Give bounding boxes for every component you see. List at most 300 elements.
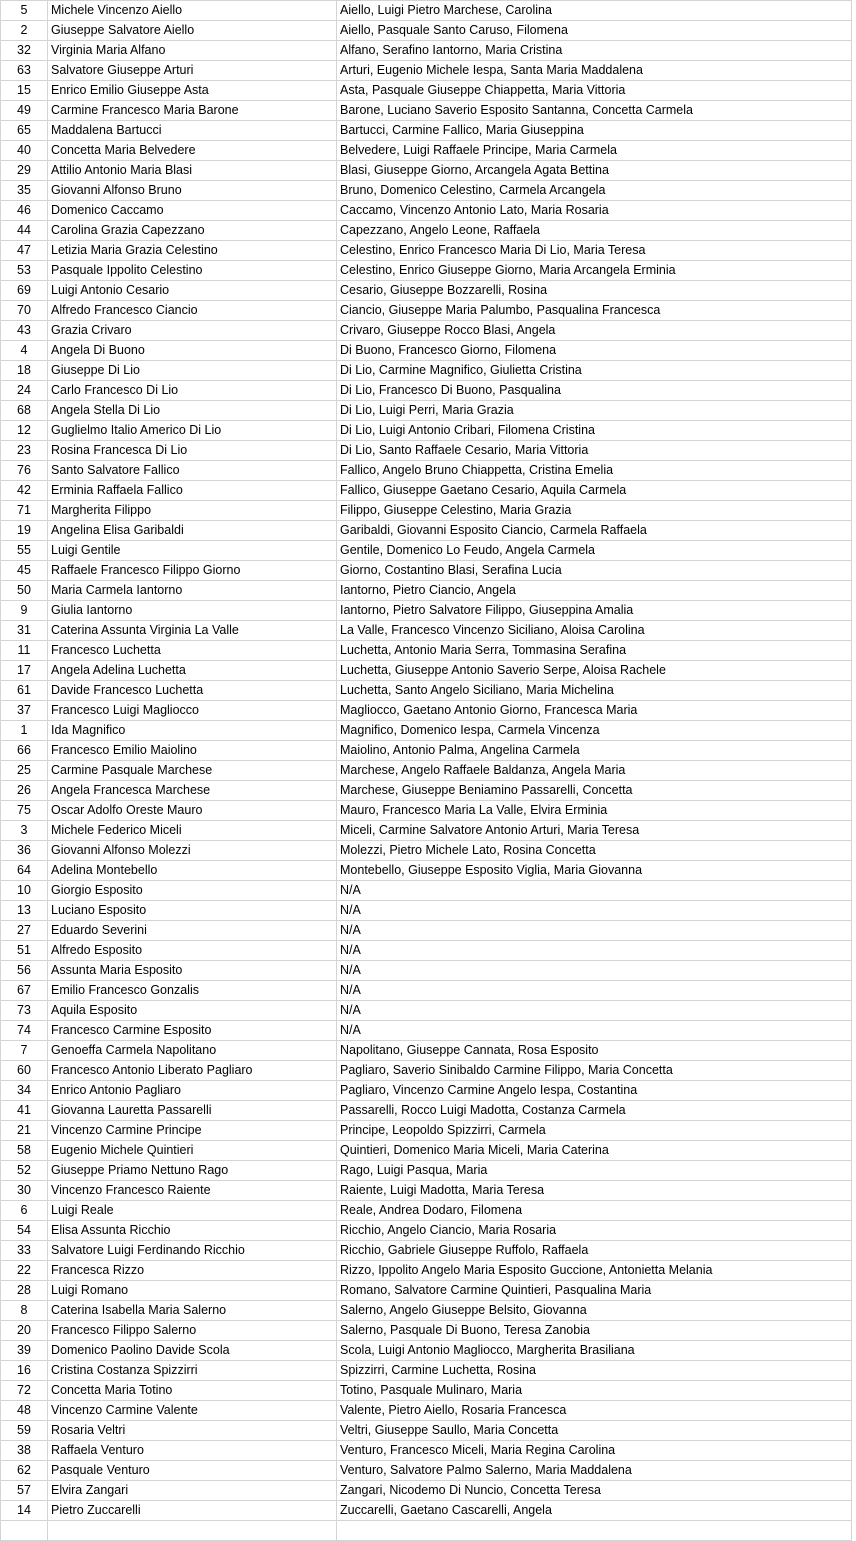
person-name-cell[interactable]: Grazia Crivaro bbox=[48, 321, 337, 341]
parents-cell[interactable]: Celestino, Enrico Giuseppe Giorno, Maria Arcangela Erminia bbox=[337, 261, 852, 281]
row-number-cell[interactable]: 59 bbox=[1, 1421, 48, 1441]
parents-cell[interactable]: Maiolino, Antonio Palma, Angelina Carmela bbox=[337, 741, 852, 761]
row-number-cell[interactable]: 11 bbox=[1, 641, 48, 661]
row-number-cell[interactable]: 58 bbox=[1, 1141, 48, 1161]
table-row bbox=[1, 1301, 852, 1321]
parents-cell[interactable]: Rizzo, Ippolito Angelo Maria Esposito Guccione, Antonietta Melania bbox=[337, 1261, 852, 1281]
row-number-cell[interactable]: 9 bbox=[1, 601, 48, 621]
table-row bbox=[1, 361, 852, 381]
person-name-cell[interactable]: Francesco Carmine Esposito bbox=[48, 1021, 337, 1041]
table-row bbox=[1, 141, 852, 161]
row-number-cell[interactable]: 25 bbox=[1, 761, 48, 781]
table-row bbox=[1, 1341, 852, 1361]
parents-cell[interactable]: Quintieri, Domenico Maria Miceli, Maria Caterina bbox=[337, 1141, 852, 1161]
row-number-cell[interactable]: 1 bbox=[1, 721, 48, 741]
person-name-cell[interactable]: Francesco Luchetta bbox=[48, 641, 337, 661]
person-name-cell[interactable] bbox=[48, 1521, 337, 1541]
table-row bbox=[1, 701, 852, 721]
table-row bbox=[1, 901, 852, 921]
person-name-cell[interactable]: Raffaele Francesco Filippo Giorno bbox=[48, 561, 337, 581]
parents-cell[interactable]: Venturo, Francesco Miceli, Maria Regina Carolina bbox=[337, 1441, 852, 1461]
parents-cell[interactable]: Belvedere, Luigi Raffaele Principe, Maria Carmela bbox=[337, 141, 852, 161]
parents-cell[interactable]: Montebello, Giuseppe Esposito Viglia, Maria Giovanna bbox=[337, 861, 852, 881]
row-number-cell[interactable]: 26 bbox=[1, 781, 48, 801]
table-row bbox=[1, 1181, 852, 1201]
row-number-cell[interactable]: 33 bbox=[1, 1241, 48, 1261]
row-number-cell[interactable]: 62 bbox=[1, 1461, 48, 1481]
row-number-cell[interactable]: 63 bbox=[1, 61, 48, 81]
parents-cell[interactable]: Luchetta, Santo Angelo Siciliano, Maria Michelina bbox=[337, 681, 852, 701]
person-name-cell[interactable]: Vincenzo Carmine Principe bbox=[48, 1121, 337, 1141]
table-row bbox=[1, 601, 852, 621]
person-name-cell[interactable]: Pasquale Venturo bbox=[48, 1461, 337, 1481]
person-name-cell[interactable]: Carlo Francesco Di Lio bbox=[48, 381, 337, 401]
parents-cell[interactable]: Di Lio, Santo Raffaele Cesario, Maria Vittoria bbox=[337, 441, 852, 461]
person-name-cell[interactable]: Francesco Luigi Magliocco bbox=[48, 701, 337, 721]
person-name-cell[interactable]: Maria Carmela Iantorno bbox=[48, 581, 337, 601]
row-number-cell[interactable]: 51 bbox=[1, 941, 48, 961]
person-name-cell[interactable]: Giovanni Alfonso Bruno bbox=[48, 181, 337, 201]
parents-cell[interactable]: Veltri, Giuseppe Saullo, Maria Concetta bbox=[337, 1421, 852, 1441]
row-number-cell[interactable]: 46 bbox=[1, 201, 48, 221]
table-row bbox=[1, 1281, 852, 1301]
row-number-cell[interactable]: 19 bbox=[1, 521, 48, 541]
person-name-cell[interactable]: Francesco Filippo Salerno bbox=[48, 1321, 337, 1341]
person-name-cell[interactable]: Francesco Antonio Liberato Pagliaro bbox=[48, 1061, 337, 1081]
parents-cell[interactable]: Ricchio, Gabriele Giuseppe Ruffolo, Raffaela bbox=[337, 1241, 852, 1261]
row-number-cell[interactable]: 8 bbox=[1, 1301, 48, 1321]
table-row bbox=[1, 401, 852, 421]
parents-cell[interactable]: Magliocco, Gaetano Antonio Giorno, Francesca Maria bbox=[337, 701, 852, 721]
row-number-cell[interactable]: 40 bbox=[1, 141, 48, 161]
parents-cell[interactable]: Garibaldi, Giovanni Esposito Ciancio, Carmela Raffaela bbox=[337, 521, 852, 541]
table-row bbox=[1, 921, 852, 941]
parents-cell[interactable]: Gentile, Domenico Lo Feudo, Angela Carmela bbox=[337, 541, 852, 561]
person-name-cell[interactable]: Angela Di Buono bbox=[48, 341, 337, 361]
row-number-cell[interactable]: 39 bbox=[1, 1341, 48, 1361]
person-name-cell[interactable]: Emilio Francesco Gonzalis bbox=[48, 981, 337, 1001]
row-number-cell[interactable]: 32 bbox=[1, 41, 48, 61]
person-name-cell[interactable]: Domenico Caccamo bbox=[48, 201, 337, 221]
parents-cell[interactable]: Totino, Pasquale Mulinaro, Maria bbox=[337, 1381, 852, 1401]
table-row bbox=[1, 621, 852, 641]
parents-cell[interactable]: Fallico, Giuseppe Gaetano Cesario, Aquila Carmela bbox=[337, 481, 852, 501]
parents-cell[interactable]: Pagliaro, Saverio Sinibaldo Carmine Filippo, Maria Concetta bbox=[337, 1061, 852, 1081]
parents-cell[interactable]: Miceli, Carmine Salvatore Antonio Arturi, Maria Teresa bbox=[337, 821, 852, 841]
table-row bbox=[1, 161, 852, 181]
person-name-cell[interactable]: Margherita Filippo bbox=[48, 501, 337, 521]
parents-cell[interactable]: La Valle, Francesco Vincenzo Siciliano, Aloisa Carolina bbox=[337, 621, 852, 641]
row-number-cell[interactable]: 69 bbox=[1, 281, 48, 301]
parents-cell[interactable]: Mauro, Francesco Maria La Valle, Elvira Erminia bbox=[337, 801, 852, 821]
table-row bbox=[1, 1161, 852, 1181]
parents-cell[interactable]: Marchese, Angelo Raffaele Baldanza, Angela Maria bbox=[337, 761, 852, 781]
parents-cell[interactable]: Iantorno, Pietro Salvatore Filippo, Giuseppina Amalia bbox=[337, 601, 852, 621]
row-number-cell[interactable]: 21 bbox=[1, 1121, 48, 1141]
person-name-cell[interactable]: Francesco Emilio Maiolino bbox=[48, 741, 337, 761]
table-row bbox=[1, 1261, 852, 1281]
parents-cell[interactable]: Bruno, Domenico Celestino, Carmela Arcangela bbox=[337, 181, 852, 201]
person-name-cell[interactable]: Salvatore Giuseppe Arturi bbox=[48, 61, 337, 81]
parents-cell[interactable]: Fallico, Angelo Bruno Chiappetta, Cristina Emelia bbox=[337, 461, 852, 481]
table-row bbox=[1, 841, 852, 861]
parents-cell[interactable]: N/A bbox=[337, 981, 852, 1001]
table-row bbox=[1, 81, 852, 101]
table-row bbox=[1, 61, 852, 81]
parents-cell[interactable]: Di Lio, Luigi Perri, Maria Grazia bbox=[337, 401, 852, 421]
parents-cell[interactable]: N/A bbox=[337, 1021, 852, 1041]
row-number-cell[interactable]: 10 bbox=[1, 881, 48, 901]
person-name-cell[interactable]: Giuseppe Salvatore Aiello bbox=[48, 21, 337, 41]
row-number-cell[interactable]: 29 bbox=[1, 161, 48, 181]
table-row bbox=[1, 1321, 852, 1341]
person-name-cell[interactable]: Maddalena Bartucci bbox=[48, 121, 337, 141]
person-name-cell[interactable]: Rosaria Veltri bbox=[48, 1421, 337, 1441]
table-row bbox=[1, 21, 852, 41]
person-name-cell[interactable]: Michele Vincenzo Aiello bbox=[48, 1, 337, 21]
parents-cell[interactable]: Blasi, Giuseppe Giorno, Arcangela Agata Bettina bbox=[337, 161, 852, 181]
person-name-cell[interactable]: Giulia Iantorno bbox=[48, 601, 337, 621]
person-name-cell[interactable]: Luigi Reale bbox=[48, 1201, 337, 1221]
person-name-cell[interactable]: Angela Adelina Luchetta bbox=[48, 661, 337, 681]
parents-cell[interactable]: Celestino, Enrico Francesco Maria Di Lio, Maria Teresa bbox=[337, 241, 852, 261]
person-name-cell[interactable]: Aquila Esposito bbox=[48, 1001, 337, 1021]
table-row bbox=[1, 501, 852, 521]
parents-cell[interactable]: Barone, Luciano Saverio Esposito Santanna, Concetta Carmela bbox=[337, 101, 852, 121]
person-name-cell[interactable]: Attilio Antonio Maria Blasi bbox=[48, 161, 337, 181]
parents-cell[interactable]: Luchetta, Giuseppe Antonio Saverio Serpe, Aloisa Rachele bbox=[337, 661, 852, 681]
person-name-cell[interactable]: Luciano Esposito bbox=[48, 901, 337, 921]
row-number-cell[interactable]: 68 bbox=[1, 401, 48, 421]
person-name-cell[interactable]: Ida Magnifico bbox=[48, 721, 337, 741]
parents-cell[interactable]: Di Lio, Carmine Magnifico, Giulietta Cristina bbox=[337, 361, 852, 381]
row-number-cell[interactable]: 36 bbox=[1, 841, 48, 861]
person-name-cell[interactable]: Guglielmo Italio Americo Di Lio bbox=[48, 421, 337, 441]
table-row bbox=[1, 281, 852, 301]
row-number-cell[interactable]: 13 bbox=[1, 901, 48, 921]
parents-cell[interactable]: N/A bbox=[337, 881, 852, 901]
parents-cell[interactable]: Romano, Salvatore Carmine Quintieri, Pasqualina Maria bbox=[337, 1281, 852, 1301]
parents-cell[interactable]: Spizzirri, Carmine Luchetta, Rosina bbox=[337, 1361, 852, 1381]
person-name-cell[interactable]: Enrico Antonio Pagliaro bbox=[48, 1081, 337, 1101]
table-row bbox=[1, 1001, 852, 1021]
parents-cell[interactable]: Marchese, Giuseppe Beniamino Passarelli, Concetta bbox=[337, 781, 852, 801]
parents-cell[interactable]: Di Lio, Francesco Di Buono, Pasqualina bbox=[337, 381, 852, 401]
row-number-cell[interactable]: 6 bbox=[1, 1201, 48, 1221]
table-row bbox=[1, 301, 852, 321]
person-name-cell[interactable]: Angela Stella Di Lio bbox=[48, 401, 337, 421]
person-name-cell[interactable]: Alfredo Francesco Ciancio bbox=[48, 301, 337, 321]
table-row bbox=[1, 481, 852, 501]
table-row bbox=[1, 1521, 852, 1541]
row-number-cell[interactable]: 52 bbox=[1, 1161, 48, 1181]
row-number-cell[interactable]: 72 bbox=[1, 1381, 48, 1401]
person-name-cell[interactable]: Elisa Assunta Ricchio bbox=[48, 1221, 337, 1241]
parents-cell[interactable]: Venturo, Salvatore Palmo Salerno, Maria Maddalena bbox=[337, 1461, 852, 1481]
table-row bbox=[1, 641, 852, 661]
row-number-cell[interactable]: 41 bbox=[1, 1101, 48, 1121]
table-row bbox=[1, 241, 852, 261]
parents-cell[interactable]: Cesario, Giuseppe Bozzarelli, Rosina bbox=[337, 281, 852, 301]
parents-cell[interactable]: Iantorno, Pietro Ciancio, Angela bbox=[337, 581, 852, 601]
table-row bbox=[1, 761, 852, 781]
table-row bbox=[1, 1041, 852, 1061]
row-number-cell[interactable]: 30 bbox=[1, 1181, 48, 1201]
parents-cell[interactable]: Scola, Luigi Antonio Magliocco, Margherita Brasiliana bbox=[337, 1341, 852, 1361]
table-row bbox=[1, 1121, 852, 1141]
row-number-cell[interactable]: 73 bbox=[1, 1001, 48, 1021]
person-name-cell[interactable]: Adelina Montebello bbox=[48, 861, 337, 881]
parents-cell[interactable]: N/A bbox=[337, 901, 852, 921]
parents-cell[interactable]: Valente, Pietro Aiello, Rosaria Francesca bbox=[337, 1401, 852, 1421]
row-number-cell[interactable]: 2 bbox=[1, 21, 48, 41]
row-number-cell[interactable]: 42 bbox=[1, 481, 48, 501]
row-number-cell[interactable]: 28 bbox=[1, 1281, 48, 1301]
parents-cell[interactable]: N/A bbox=[337, 921, 852, 941]
row-number-cell[interactable]: 70 bbox=[1, 301, 48, 321]
person-name-cell[interactable]: Caterina Assunta Virginia La Valle bbox=[48, 621, 337, 641]
person-name-cell[interactable]: Eugenio Michele Quintieri bbox=[48, 1141, 337, 1161]
row-number-cell[interactable]: 71 bbox=[1, 501, 48, 521]
table-row bbox=[1, 681, 852, 701]
parents-cell[interactable]: Capezzano, Angelo Leone, Raffaela bbox=[337, 221, 852, 241]
table-row bbox=[1, 541, 852, 561]
person-name-cell[interactable]: Carmine Pasquale Marchese bbox=[48, 761, 337, 781]
parents-cell[interactable]: Magnifico, Domenico Iespa, Carmela Vincenza bbox=[337, 721, 852, 741]
person-name-cell[interactable]: Eduardo Severini bbox=[48, 921, 337, 941]
person-name-cell[interactable]: Rosina Francesca Di Lio bbox=[48, 441, 337, 461]
table-row bbox=[1, 261, 852, 281]
table-row bbox=[1, 1401, 852, 1421]
table-row bbox=[1, 381, 852, 401]
table-row bbox=[1, 1141, 852, 1161]
parents-cell[interactable]: Crivaro, Giuseppe Rocco Blasi, Angela bbox=[337, 321, 852, 341]
person-name-cell[interactable]: Concetta Maria Belvedere bbox=[48, 141, 337, 161]
row-number-cell[interactable]: 4 bbox=[1, 341, 48, 361]
person-name-cell[interactable]: Cristina Costanza Spizzirri bbox=[48, 1361, 337, 1381]
row-number-cell[interactable]: 31 bbox=[1, 621, 48, 641]
parents-cell[interactable]: Di Lio, Luigi Antonio Cribari, Filomena Cristina bbox=[337, 421, 852, 441]
person-name-cell[interactable]: Pietro Zuccarelli bbox=[48, 1501, 337, 1521]
table-row bbox=[1, 221, 852, 241]
row-number-cell[interactable]: 3 bbox=[1, 821, 48, 841]
person-name-cell[interactable]: Oscar Adolfo Oreste Mauro bbox=[48, 801, 337, 821]
person-name-cell[interactable]: Virginia Maria Alfano bbox=[48, 41, 337, 61]
row-number-cell[interactable]: 24 bbox=[1, 381, 48, 401]
table-row bbox=[1, 1101, 852, 1121]
row-number-cell[interactable]: 34 bbox=[1, 1081, 48, 1101]
table-row bbox=[1, 801, 852, 821]
table-row bbox=[1, 421, 852, 441]
person-name-cell[interactable]: Concetta Maria Totino bbox=[48, 1381, 337, 1401]
table-row bbox=[1, 461, 852, 481]
table-row bbox=[1, 1, 852, 21]
row-number-cell[interactable]: 15 bbox=[1, 81, 48, 101]
table-row bbox=[1, 821, 852, 841]
parents-cell[interactable]: Rago, Luigi Pasqua, Maria bbox=[337, 1161, 852, 1181]
person-name-cell[interactable]: Vincenzo Carmine Valente bbox=[48, 1401, 337, 1421]
row-number-cell[interactable]: 76 bbox=[1, 461, 48, 481]
person-name-cell[interactable]: Santo Salvatore Fallico bbox=[48, 461, 337, 481]
parents-cell[interactable]: Passarelli, Rocco Luigi Madotta, Costanza Carmela bbox=[337, 1101, 852, 1121]
table-row bbox=[1, 41, 852, 61]
row-number-cell[interactable]: 47 bbox=[1, 241, 48, 261]
person-name-cell[interactable]: Assunta Maria Esposito bbox=[48, 961, 337, 981]
table-row bbox=[1, 441, 852, 461]
table-row bbox=[1, 1381, 852, 1401]
person-name-cell[interactable]: Giuseppe Di Lio bbox=[48, 361, 337, 381]
table-row bbox=[1, 1201, 852, 1221]
parents-cell[interactable]: Zangari, Nicodemo Di Nuncio, Concetta Teresa bbox=[337, 1481, 852, 1501]
table-row bbox=[1, 1361, 852, 1381]
row-number-cell[interactable]: 65 bbox=[1, 121, 48, 141]
table-row bbox=[1, 181, 852, 201]
table-row bbox=[1, 861, 852, 881]
row-number-cell[interactable]: 66 bbox=[1, 741, 48, 761]
person-name-cell[interactable]: Giovanni Alfonso Molezzi bbox=[48, 841, 337, 861]
person-name-cell[interactable]: Domenico Paolino Davide Scola bbox=[48, 1341, 337, 1361]
row-number-cell[interactable]: 5 bbox=[1, 1, 48, 21]
row-number-cell[interactable]: 45 bbox=[1, 561, 48, 581]
parents-cell[interactable]: Pagliaro, Vincenzo Carmine Angelo Iespa, Costantina bbox=[337, 1081, 852, 1101]
row-number-cell[interactable]: 38 bbox=[1, 1441, 48, 1461]
person-name-cell[interactable]: Luigi Romano bbox=[48, 1281, 337, 1301]
parents-cell[interactable]: Reale, Andrea Dodaro, Filomena bbox=[337, 1201, 852, 1221]
parents-cell[interactable]: Napolitano, Giuseppe Cannata, Rosa Esposito bbox=[337, 1041, 852, 1061]
parents-cell[interactable]: Molezzi, Pietro Michele Lato, Rosina Concetta bbox=[337, 841, 852, 861]
parents-cell[interactable]: Ricchio, Angelo Ciancio, Maria Rosaria bbox=[337, 1221, 852, 1241]
person-name-cell[interactable]: Luigi Antonio Cesario bbox=[48, 281, 337, 301]
parents-cell[interactable]: Di Buono, Francesco Giorno, Filomena bbox=[337, 341, 852, 361]
row-number-cell[interactable]: 12 bbox=[1, 421, 48, 441]
row-number-cell[interactable]: 23 bbox=[1, 441, 48, 461]
parents-cell[interactable]: N/A bbox=[337, 941, 852, 961]
person-name-cell[interactable]: Caterina Isabella Maria Salerno bbox=[48, 1301, 337, 1321]
parents-cell[interactable]: Zuccarelli, Gaetano Cascarelli, Angela bbox=[337, 1501, 852, 1521]
table-row bbox=[1, 941, 852, 961]
person-name-cell[interactable]: Angela Francesca Marchese bbox=[48, 781, 337, 801]
person-name-cell[interactable]: Letizia Maria Grazia Celestino bbox=[48, 241, 337, 261]
parents-cell[interactable]: Bartucci, Carmine Fallico, Maria Giuseppina bbox=[337, 121, 852, 141]
row-number-cell[interactable]: 7 bbox=[1, 1041, 48, 1061]
parents-cell[interactable]: Salerno, Angelo Giuseppe Belsito, Giovanna bbox=[337, 1301, 852, 1321]
parents-cell[interactable]: Ciancio, Giuseppe Maria Palumbo, Pasqualina Francesca bbox=[337, 301, 852, 321]
person-name-cell[interactable]: Giorgio Esposito bbox=[48, 881, 337, 901]
row-number-cell[interactable]: 56 bbox=[1, 961, 48, 981]
table-row bbox=[1, 321, 852, 341]
row-number-cell[interactable]: 55 bbox=[1, 541, 48, 561]
row-number-cell[interactable]: 75 bbox=[1, 801, 48, 821]
table-row bbox=[1, 1441, 852, 1461]
parents-cell[interactable]: Alfano, Serafino Iantorno, Maria Cristina bbox=[337, 41, 852, 61]
person-name-cell[interactable]: Enrico Emilio Giuseppe Asta bbox=[48, 81, 337, 101]
person-name-cell[interactable]: Angelina Elisa Garibaldi bbox=[48, 521, 337, 541]
person-name-cell[interactable]: Carmine Francesco Maria Barone bbox=[48, 101, 337, 121]
person-name-cell[interactable]: Michele Federico Miceli bbox=[48, 821, 337, 841]
table-row bbox=[1, 561, 852, 581]
row-number-cell[interactable]: 61 bbox=[1, 681, 48, 701]
parents-cell[interactable]: Salerno, Pasquale Di Buono, Teresa Zanobia bbox=[337, 1321, 852, 1341]
table-row bbox=[1, 721, 852, 741]
person-name-cell[interactable]: Elvira Zangari bbox=[48, 1481, 337, 1501]
row-number-cell[interactable]: 37 bbox=[1, 701, 48, 721]
table-row bbox=[1, 521, 852, 541]
row-number-cell[interactable]: 64 bbox=[1, 861, 48, 881]
parents-cell[interactable] bbox=[337, 1521, 852, 1541]
parents-cell[interactable]: Arturi, Eugenio Michele Iespa, Santa Maria Maddalena bbox=[337, 61, 852, 81]
row-number-cell[interactable] bbox=[1, 1521, 48, 1541]
person-name-cell[interactable]: Salvatore Luigi Ferdinando Ricchio bbox=[48, 1241, 337, 1261]
person-name-cell[interactable]: Giovanna Lauretta Passarelli bbox=[48, 1101, 337, 1121]
table-row bbox=[1, 981, 852, 1001]
parents-cell[interactable]: Aiello, Luigi Pietro Marchese, Carolina bbox=[337, 1, 852, 21]
row-number-cell[interactable]: 27 bbox=[1, 921, 48, 941]
person-name-cell[interactable]: Erminia Raffaela Fallico bbox=[48, 481, 337, 501]
person-name-cell[interactable]: Carolina Grazia Capezzano bbox=[48, 221, 337, 241]
table-row bbox=[1, 1221, 852, 1241]
person-name-cell[interactable]: Luigi Gentile bbox=[48, 541, 337, 561]
row-number-cell[interactable]: 50 bbox=[1, 581, 48, 601]
row-number-cell[interactable]: 14 bbox=[1, 1501, 48, 1521]
parents-cell[interactable]: Luchetta, Antonio Maria Serra, Tommasina Serafina bbox=[337, 641, 852, 661]
person-name-cell[interactable]: Vincenzo Francesco Raiente bbox=[48, 1181, 337, 1201]
parents-cell[interactable]: Giorno, Costantino Blasi, Serafina Lucia bbox=[337, 561, 852, 581]
person-name-cell[interactable]: Genoeffa Carmela Napolitano bbox=[48, 1041, 337, 1061]
row-number-cell[interactable]: 17 bbox=[1, 661, 48, 681]
row-number-cell[interactable]: 49 bbox=[1, 101, 48, 121]
row-number-cell[interactable]: 22 bbox=[1, 1261, 48, 1281]
parents-cell[interactable]: N/A bbox=[337, 961, 852, 981]
person-name-cell[interactable]: Raffaela Venturo bbox=[48, 1441, 337, 1461]
table-row bbox=[1, 661, 852, 681]
table-row bbox=[1, 341, 852, 361]
row-number-cell[interactable]: 67 bbox=[1, 981, 48, 1001]
row-number-cell[interactable]: 60 bbox=[1, 1061, 48, 1081]
row-number-cell[interactable]: 16 bbox=[1, 1361, 48, 1381]
person-name-cell[interactable]: Giuseppe Priamo Nettuno Rago bbox=[48, 1161, 337, 1181]
parents-cell[interactable]: N/A bbox=[337, 1001, 852, 1021]
table-row bbox=[1, 1421, 852, 1441]
parents-cell[interactable]: Raiente, Luigi Madotta, Maria Teresa bbox=[337, 1181, 852, 1201]
person-name-cell[interactable]: Pasquale Ippolito Celestino bbox=[48, 261, 337, 281]
row-number-cell[interactable]: 44 bbox=[1, 221, 48, 241]
parents-cell[interactable]: Asta, Pasquale Giuseppe Chiappetta, Maria Vittoria bbox=[337, 81, 852, 101]
row-number-cell[interactable]: 35 bbox=[1, 181, 48, 201]
table-row bbox=[1, 581, 852, 601]
table-row bbox=[1, 881, 852, 901]
table-row bbox=[1, 1081, 852, 1101]
parents-cell[interactable]: Aiello, Pasquale Santo Caruso, Filomena bbox=[337, 21, 852, 41]
parents-cell[interactable]: Caccamo, Vincenzo Antonio Lato, Maria Rosaria bbox=[337, 201, 852, 221]
table-row bbox=[1, 781, 852, 801]
row-number-cell[interactable]: 54 bbox=[1, 1221, 48, 1241]
parents-cell[interactable]: Principe, Leopoldo Spizzirri, Carmela bbox=[337, 1121, 852, 1141]
person-name-cell[interactable]: Davide Francesco Luchetta bbox=[48, 681, 337, 701]
row-number-cell[interactable]: 48 bbox=[1, 1401, 48, 1421]
row-number-cell[interactable]: 57 bbox=[1, 1481, 48, 1501]
person-name-cell[interactable]: Alfredo Esposito bbox=[48, 941, 337, 961]
table-row bbox=[1, 1501, 852, 1521]
table-row bbox=[1, 1241, 852, 1261]
row-number-cell[interactable]: 43 bbox=[1, 321, 48, 341]
row-number-cell[interactable]: 74 bbox=[1, 1021, 48, 1041]
row-number-cell[interactable]: 18 bbox=[1, 361, 48, 381]
parents-cell[interactable]: Filippo, Giuseppe Celestino, Maria Grazia bbox=[337, 501, 852, 521]
row-number-cell[interactable]: 20 bbox=[1, 1321, 48, 1341]
row-number-cell[interactable]: 53 bbox=[1, 261, 48, 281]
person-name-cell[interactable]: Francesca Rizzo bbox=[48, 1261, 337, 1281]
table-row bbox=[1, 121, 852, 141]
